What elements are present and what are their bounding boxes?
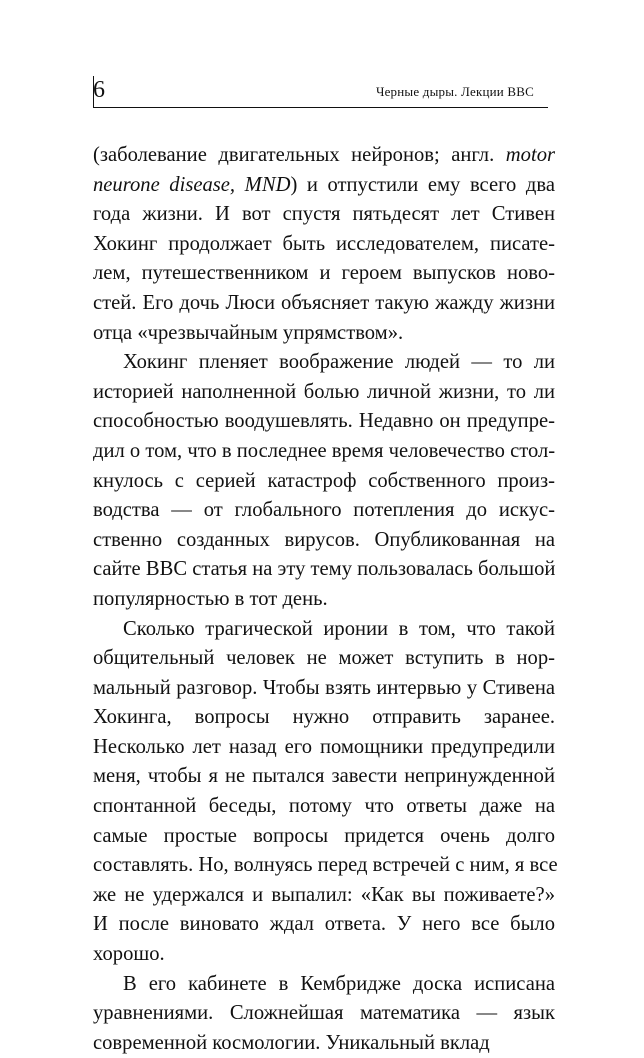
text-line — [93, 526, 555, 556]
line-text: стей. Его дочь Люси объясняет такую жажду жизни — [93, 291, 555, 314]
text-line — [93, 555, 555, 585]
body-text — [93, 141, 558, 1058]
text-line — [93, 822, 555, 852]
line-text: кнулось с серией катастроф собственного произ- — [93, 469, 555, 492]
page-number: 6 — [93, 77, 105, 103]
text-line — [93, 970, 555, 1000]
line-text: отца «чрезвычайным упрямством». — [93, 321, 404, 344]
text-line — [93, 792, 555, 822]
paragraph — [93, 348, 555, 614]
page-header — [93, 74, 548, 108]
text-line — [93, 407, 555, 437]
text-line — [93, 467, 555, 497]
paragraph — [93, 970, 555, 1058]
text-line — [93, 585, 555, 615]
line-text: водства — от глобального потепления до искус- — [93, 499, 555, 522]
line-text: года жизни. И вот спустя пятьдесят лет Стивен — [93, 203, 555, 226]
italic-term: neurone disease, MND — [93, 173, 291, 196]
line-text: Несколько лет назад его помощники предупредили — [93, 735, 555, 758]
line-text: составлять. Но, волнуясь перед встречей с ним, я все — [93, 854, 558, 877]
line-text: сайте BBC статья на эту тему пользовалась большой — [93, 558, 556, 581]
line-text: хорошо. — [93, 943, 165, 966]
text-line — [93, 881, 555, 911]
text-line — [93, 999, 555, 1029]
text-line — [93, 733, 555, 763]
text-line — [93, 762, 555, 792]
paragraph — [93, 615, 558, 970]
text-line — [93, 644, 555, 674]
text-line — [93, 674, 555, 704]
line-text: Хокинга, вопросы нужно отправить заранее. — [93, 706, 555, 729]
text-line — [93, 703, 555, 733]
line-text: И после виновато ждал ответа. У него все было — [93, 913, 555, 936]
paragraph — [93, 141, 555, 348]
text-line — [93, 940, 555, 970]
line-text: дил о том, что в последнее время человечество стол- — [93, 439, 556, 462]
text-line — [93, 230, 555, 260]
line-text: современной космологии. Уникальный вклад — [93, 1031, 490, 1054]
text-line — [93, 437, 555, 467]
line-text: спонтанной беседы, потому что ответы даже на — [93, 795, 555, 818]
line-text: способностью воодушевлять. Недавно он предупре- — [93, 410, 555, 433]
text-line — [93, 851, 558, 881]
line-text: самые простые вопросы придется очень долго — [93, 824, 555, 847]
line-text: популярностью в тот день. — [93, 587, 328, 610]
line-text: историей наполненной болью личной жизни, то ли — [93, 380, 555, 403]
text-line — [93, 348, 555, 378]
text-line — [93, 496, 555, 526]
running-title: Черные дыры. Лекции BBC — [375, 84, 534, 99]
line-text: Сколько трагической иронии в том, что такой — [123, 617, 555, 640]
line-text: ) и отпустили ему всего два — [290, 173, 555, 196]
text-line — [93, 259, 555, 289]
line-text: мальный разговор. Чтобы взять интервью у Стивена — [93, 676, 555, 699]
line-text: (заболевание двигательных нейронов; англ. — [93, 144, 506, 166]
line-text: общительный человек не может вступить в нор- — [93, 647, 555, 670]
line-text: В его кабинете в Кембридже доска исписана — [123, 972, 555, 995]
line-text: уравнениями. Сложнейшая математика — язык — [93, 1002, 555, 1025]
line-text: лем, путешественником и героем выпусков ново- — [93, 262, 555, 285]
text-line — [93, 289, 555, 319]
text-line — [93, 141, 555, 171]
line-text: ственно созданных вирусов. Опубликованная на — [93, 528, 555, 551]
header-rule — [93, 107, 548, 108]
line-text: Хокинг продолжает быть исследователем, писате- — [93, 232, 555, 255]
italic-term: motor — [505, 144, 555, 166]
text-line — [93, 378, 555, 408]
text-line — [93, 171, 555, 201]
text-line — [93, 319, 555, 349]
text-line — [93, 910, 555, 940]
line-text: Хокинг пленяет воображение людей — то ли — [123, 351, 555, 374]
text-line — [93, 200, 555, 230]
text-line — [93, 1029, 555, 1058]
text-line — [93, 615, 555, 645]
line-text: меня, чтобы я не пытался завести непринужденной — [93, 765, 555, 788]
line-text: же не удержался и выпалил: «Как вы поживаете?» — [93, 883, 555, 906]
